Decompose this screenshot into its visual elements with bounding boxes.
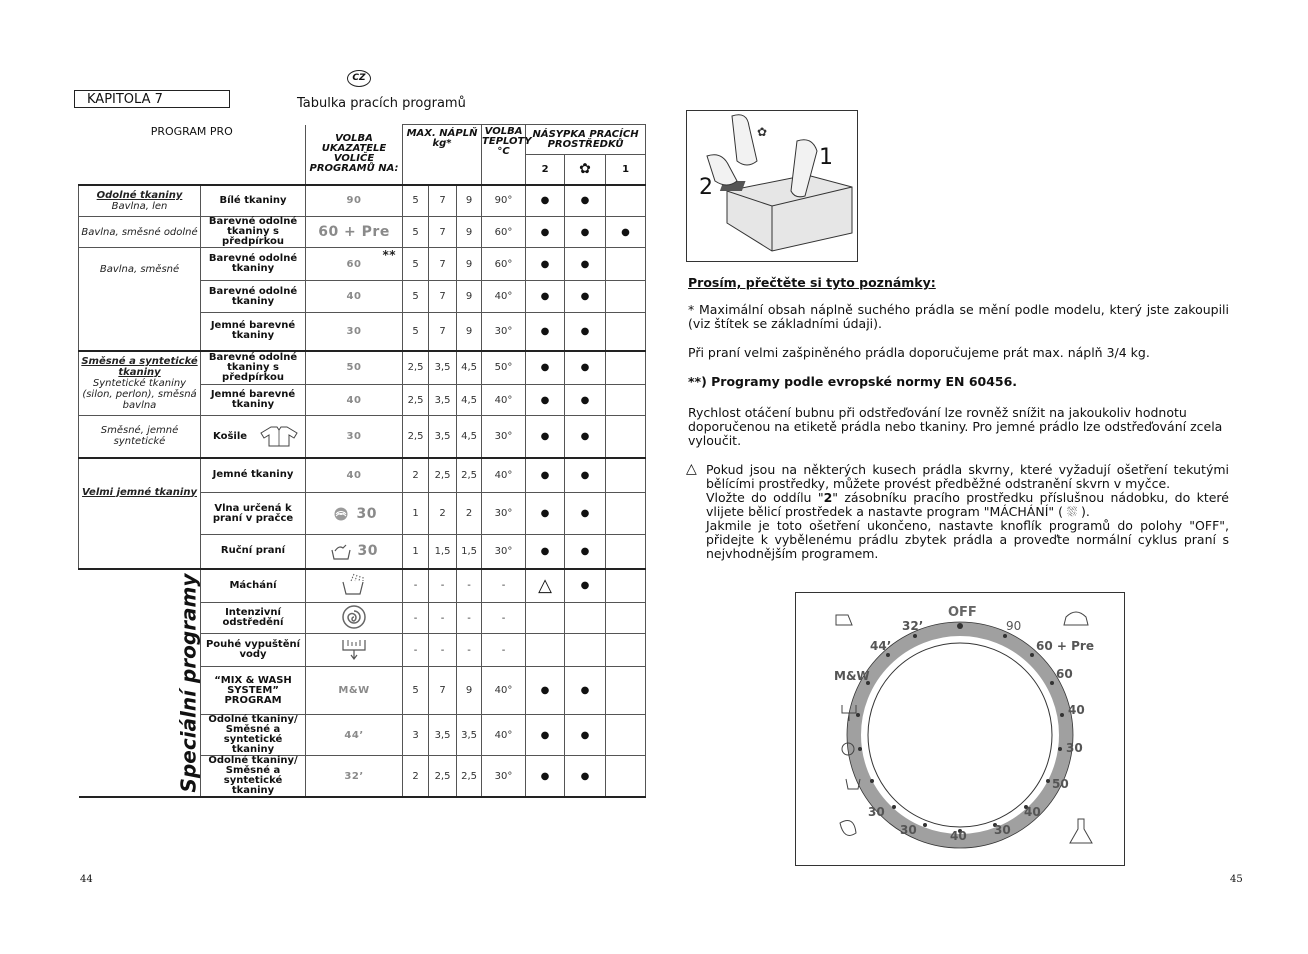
softener-cell: ● xyxy=(565,667,606,715)
category-bavlna-smesne-odolne: Bavlna, směsné odolné xyxy=(79,217,201,248)
softener-cell: ● xyxy=(565,756,606,798)
page-number-left: 44 xyxy=(80,874,93,885)
softener-cell: ● xyxy=(565,351,606,385)
dispenser-2-cell: ● xyxy=(526,756,565,798)
load-cell: 1,5 xyxy=(429,535,457,569)
softener-cell: ● xyxy=(565,248,606,281)
dispenser-2-cell: ● xyxy=(526,313,565,351)
note-paragraph: **) Programy podle evropské normy EN 60456. xyxy=(688,374,1018,389)
softener-cell: ● xyxy=(565,217,606,248)
load-cell: 1,5 xyxy=(457,535,482,569)
dial-label-30-wool: 30 xyxy=(900,823,917,837)
fabric-cell: Barevné odolné tkaniny xyxy=(201,281,306,313)
dispenser-2-cell: ● xyxy=(526,416,565,458)
category-specialni: Speciální programy xyxy=(79,569,201,798)
dispenser-1-cell xyxy=(606,493,646,535)
program-code xyxy=(306,569,403,603)
max-load-header: MAX. NÁPLŇ kg* xyxy=(403,125,482,185)
load-cell: 3,5 xyxy=(429,385,457,416)
rinse-icon: ⛆ xyxy=(1062,504,1081,519)
compartment-1-header: 1 xyxy=(606,155,646,185)
program-code: 44’ xyxy=(306,715,403,756)
softener-cell: ● xyxy=(565,535,606,569)
dispenser-1-cell xyxy=(606,416,646,458)
load-cell: 2,5 xyxy=(457,756,482,798)
dispenser-2-cell: ● xyxy=(526,667,565,715)
dispenser-2-cell: ● xyxy=(526,248,565,281)
dial-icon-synthetic xyxy=(1064,612,1088,625)
fabric-cell: Vlna určená k praní v pračce xyxy=(201,493,306,535)
warning-triangle-icon: △ xyxy=(686,461,697,477)
bleach-note-line: Vložte do oddílu "2" zásobníku pracího prostředku příslušnou nádobku, do které vlijete bělicí prostředek a nastavte program "MÁCHÁNÍ" ( ⛆ ). xyxy=(706,490,1229,519)
dispenser-2-cell: ● xyxy=(526,493,565,535)
load-cell: 3,5 xyxy=(429,715,457,756)
load-cell: 9 xyxy=(457,667,482,715)
softener-cell xyxy=(565,603,606,634)
temp-cell: 30° xyxy=(482,416,526,458)
detergent-drawer-illustration xyxy=(686,110,858,262)
table-row xyxy=(79,217,646,248)
fabric-cell: Odolné tkaniny/ Směsné a syntetické tkaniny xyxy=(201,756,306,798)
temp-cell: 40° xyxy=(482,281,526,313)
load-cell: 3,5 xyxy=(429,416,457,458)
program-code xyxy=(306,603,403,634)
load-cell: 1 xyxy=(403,535,429,569)
softener-cell: ● xyxy=(565,416,606,458)
softener-cell: ● xyxy=(565,715,606,756)
load-cell: 4,5 xyxy=(457,351,482,385)
compartment-label-2: 2 xyxy=(699,175,713,200)
load-cell: 2,5 xyxy=(429,458,457,493)
load-cell: - xyxy=(429,634,457,667)
dispenser-2-cell: ● xyxy=(526,217,565,248)
softener-cell: ● xyxy=(565,493,606,535)
load-cell: 2 xyxy=(403,756,429,798)
dial-label-60-pre: 60 + Pre xyxy=(1036,639,1094,653)
load-cell: 2 xyxy=(457,493,482,535)
temp-cell: 60° xyxy=(482,248,526,281)
softener-cell xyxy=(565,634,606,667)
flower-icon: ✿ xyxy=(757,125,768,139)
dial-label-40: 40 xyxy=(1068,703,1085,717)
dial-label-60: 60 xyxy=(1056,667,1073,681)
category-odolne: Odolné tkaniny Bavlna, len xyxy=(79,185,201,217)
table-row xyxy=(79,351,646,385)
program-pro-header: PROGRAM PRO xyxy=(150,124,233,138)
temp-cell: 40° xyxy=(482,715,526,756)
dial-label-32: 32’ xyxy=(902,619,924,633)
note-paragraph: * Maximální obsah náplně suchého prádla se mění podle modelu, který jste zakoupili (viz štítek se základními údaji). xyxy=(688,302,1229,331)
dispenser-1-cell xyxy=(606,603,646,634)
temp-cell: 50° xyxy=(482,351,526,385)
table-row xyxy=(79,569,646,603)
dispenser-1-cell xyxy=(606,535,646,569)
load-cell: - xyxy=(457,603,482,634)
program-code: 30 xyxy=(306,416,403,458)
temp-cell: - xyxy=(482,634,526,667)
fabric-cell: Jemné barevné tkaniny xyxy=(201,313,306,351)
dial-label-40-fine: 40 xyxy=(950,829,967,843)
language-badge: CZ xyxy=(347,70,371,87)
temp-cell: 30° xyxy=(482,313,526,351)
fabric-cell: Barevné odolné tkaniny xyxy=(201,248,306,281)
temp-cell: 90° xyxy=(482,185,526,217)
norm-stars: ** xyxy=(382,248,397,262)
load-cell: 9 xyxy=(457,185,482,217)
softener-cell: ● xyxy=(565,185,606,217)
program-table xyxy=(78,124,646,798)
load-cell: 2,5 xyxy=(403,385,429,416)
dispenser-1-cell xyxy=(606,385,646,416)
program-code: 30 xyxy=(306,535,403,569)
dial-icon-cotton xyxy=(836,615,852,625)
load-cell: 5 xyxy=(403,248,429,281)
dispenser-1-cell: ● xyxy=(606,217,646,248)
load-cell: 7 xyxy=(429,217,457,248)
dispenser-1-cell xyxy=(606,248,646,281)
load-cell: 9 xyxy=(457,313,482,351)
temp-cell: - xyxy=(482,569,526,603)
fabric-cell: Intenzivní odstředění xyxy=(201,603,306,634)
category-smesne: Směsné a syntetické tkaniny Syntetické tkaniny (silon, perlon), směsná bavlna xyxy=(79,351,201,416)
dispenser-header: NÁSYPKA PRACÍCH PROSTŘEDKŮ xyxy=(526,125,646,155)
load-cell: - xyxy=(429,569,457,603)
dial-icon-leaf xyxy=(840,821,856,836)
temp-cell: 30° xyxy=(482,493,526,535)
softener-cell: ● xyxy=(565,458,606,493)
load-cell: 7 xyxy=(429,281,457,313)
dispenser-2-cell: ● xyxy=(526,715,565,756)
dial-label-30-shirts: 30 xyxy=(994,823,1011,837)
fabric-cell: Barevné odolné tkaniny s předpírkou xyxy=(201,217,306,248)
dispenser-2-cell: ● xyxy=(526,281,565,313)
table-row xyxy=(79,248,646,281)
dispenser-1-cell xyxy=(606,313,646,351)
dispenser-2-cell: ● xyxy=(526,458,565,493)
load-cell: - xyxy=(457,634,482,667)
load-cell: 9 xyxy=(457,217,482,248)
fabric-cell: Barevné odolné tkaniny s předpírkou xyxy=(201,351,306,385)
bleach-note-line: Jakmile je toto ošetření ukončeno, nastavte knoflík programů do polohy "OFF", přidejte k vybělenému prádlu zbytek prádla a proveďte normální cyklus praní s nejvhodnějším programem. xyxy=(706,518,1229,561)
fabric-cell: Jemné barevné tkaniny xyxy=(201,385,306,416)
load-cell: 2 xyxy=(403,458,429,493)
table-row xyxy=(79,416,646,458)
dispenser-1-cell xyxy=(606,281,646,313)
temp-cell: 30° xyxy=(482,756,526,798)
load-cell: 4,5 xyxy=(457,385,482,416)
softener-cell: ● xyxy=(565,281,606,313)
load-cell: 2 xyxy=(429,493,457,535)
dial-label-90: 90 xyxy=(1006,619,1022,633)
dispenser-2-cell: ● xyxy=(526,385,565,416)
dispenser-2-cell: ● xyxy=(526,351,565,385)
softener-header xyxy=(565,155,606,185)
program-code xyxy=(306,634,403,667)
dispenser-1-cell xyxy=(606,715,646,756)
load-cell: 7 xyxy=(429,248,457,281)
temp-header: VOLBA TEPLOTY °C xyxy=(482,125,526,185)
load-cell: 9 xyxy=(457,248,482,281)
program-code: 40 xyxy=(306,281,403,313)
load-cell: - xyxy=(403,569,429,603)
drain-icon xyxy=(340,636,368,662)
dial-label-mw: M&W xyxy=(834,669,870,683)
load-cell: 3,5 xyxy=(429,351,457,385)
load-cell: 2,5 xyxy=(457,458,482,493)
dispenser-2-cell: ● xyxy=(526,535,565,569)
fabric-cell: “MIX & WASH SYSTEM” PROGRAM xyxy=(201,667,306,715)
fabric-cell: Košile xyxy=(201,416,306,458)
category-smesne-jemne: Směsné, jemné syntetické xyxy=(79,416,201,458)
load-cell: 5 xyxy=(403,217,429,248)
category-bavlna-smesne: Bavlna, směsné xyxy=(79,248,201,351)
notes-heading: Prosím, přečtěte si tyto poznámky: xyxy=(688,275,936,290)
load-cell: 5 xyxy=(403,667,429,715)
temp-cell: 40° xyxy=(482,458,526,493)
program-code: 40 xyxy=(306,458,403,493)
load-cell: 3,5 xyxy=(457,715,482,756)
dispenser-1-cell xyxy=(606,185,646,217)
load-cell: 7 xyxy=(429,185,457,217)
load-cell: 1 xyxy=(403,493,429,535)
dispenser-2-cell: ● xyxy=(526,185,565,217)
chapter-label: KAPITOLA 7 xyxy=(74,90,230,108)
load-cell: 5 xyxy=(403,281,429,313)
temp-cell: 40° xyxy=(482,667,526,715)
note-paragraph: Rychlost otáčení bubnu při odstřeďování lze rovněž snížit na jakoukoliv hodnotu doporučenou na etiketě prádla nebo tkaniny. Pro jemné prádlo lze odstřeďování zcela vyloučit. xyxy=(688,405,1223,448)
load-cell: 2,5 xyxy=(429,756,457,798)
temp-cell: 30° xyxy=(482,535,526,569)
dial-label-44: 44’ xyxy=(870,639,892,653)
program-code: 50 xyxy=(306,351,403,385)
program-dial-illustration xyxy=(795,592,1125,866)
program-code: 60 + Pre xyxy=(306,217,403,248)
load-cell: 5 xyxy=(403,185,429,217)
page-number-right: 45 xyxy=(1230,874,1243,885)
dial-off-label: OFF xyxy=(948,605,977,620)
fabric-cell: Máchání xyxy=(201,569,306,603)
compartment-2-header: 2 xyxy=(526,155,565,185)
dial-drawing xyxy=(796,593,1124,865)
program-code: 30 xyxy=(306,313,403,351)
dispenser-1-cell xyxy=(606,667,646,715)
dispenser-1-cell xyxy=(606,756,646,798)
bleach-note-line: Pokud jsou na některých kusech prádla skvrny, které vyžadují ošetření tekutými bělícími prostředky, můžete provést předběžné odstranění skvrn v myčce. xyxy=(706,462,1229,491)
table-row xyxy=(79,185,646,217)
program-code: 90 xyxy=(306,185,403,217)
load-cell: 5 xyxy=(403,313,429,351)
dispenser-1-cell xyxy=(606,634,646,667)
softener-cell: ● xyxy=(565,385,606,416)
fabric-cell: Bílé tkaniny xyxy=(201,185,306,217)
dial-label-30: 30 xyxy=(1066,741,1083,755)
fabric-cell: Ruční praní xyxy=(201,535,306,569)
program-code: 60 ** xyxy=(306,248,403,281)
program-code: 40 xyxy=(306,385,403,416)
volba-header: VOLBA UKAZATELE VOLIČE PROGRAMŮ NA: xyxy=(306,125,403,185)
note-paragraph: Při praní velmi zašpiněného prádla doporučujeme prát max. náplň 3/4 kg. xyxy=(688,345,1150,360)
program-code: 32’ xyxy=(306,756,403,798)
softener-cell: ● xyxy=(565,313,606,351)
load-cell: 4,5 xyxy=(457,416,482,458)
table-title: Tabulka pracích programů xyxy=(297,96,466,111)
fabric-cell: Jemné tkaniny xyxy=(201,458,306,493)
program-code: M&W xyxy=(306,667,403,715)
shirt-icon xyxy=(257,424,301,448)
dispenser-1-cell xyxy=(606,351,646,385)
load-cell: 3 xyxy=(403,715,429,756)
temp-cell: 60° xyxy=(482,217,526,248)
table-row xyxy=(79,458,646,493)
fabric-cell: Pouhé vypuštění vody xyxy=(201,634,306,667)
category-velmi-jemne: Velmi jemné tkaniny xyxy=(79,458,201,569)
bleach-note xyxy=(706,463,1229,561)
dial-label-50: 50 xyxy=(1052,777,1069,791)
dispenser-1-cell xyxy=(606,569,646,603)
load-cell: 9 xyxy=(457,281,482,313)
dial-label-30-hand: 30 xyxy=(868,805,885,819)
load-cell: 7 xyxy=(429,313,457,351)
dial-icon-flask xyxy=(1070,819,1092,843)
spin-icon xyxy=(341,604,367,630)
load-cell: 2,5 xyxy=(403,416,429,458)
dial-label-40-delicate: 40 xyxy=(1024,805,1041,819)
rinse-icon xyxy=(340,572,368,596)
dispenser-2-cell xyxy=(526,634,565,667)
flower-icon: ✿ xyxy=(579,161,591,178)
load-cell: 2,5 xyxy=(403,351,429,385)
dispenser-2-cell xyxy=(526,603,565,634)
temp-cell: 40° xyxy=(482,385,526,416)
hand-wash-icon xyxy=(330,542,352,560)
load-cell: 7 xyxy=(429,667,457,715)
fabric-cell: Odolné tkaniny/ Směsné a syntetické tkaniny xyxy=(201,715,306,756)
softener-cell: ● xyxy=(565,569,606,603)
program-code: 30 xyxy=(306,493,403,535)
load-cell: - xyxy=(429,603,457,634)
temp-cell: - xyxy=(482,603,526,634)
load-cell: - xyxy=(403,603,429,634)
compartment-label-1: 1 xyxy=(819,145,833,170)
dispenser-1-cell xyxy=(606,458,646,493)
load-cell: - xyxy=(457,569,482,603)
dispenser-2-cell: △ xyxy=(526,569,565,603)
wool-icon xyxy=(331,506,351,522)
load-cell: - xyxy=(403,634,429,667)
